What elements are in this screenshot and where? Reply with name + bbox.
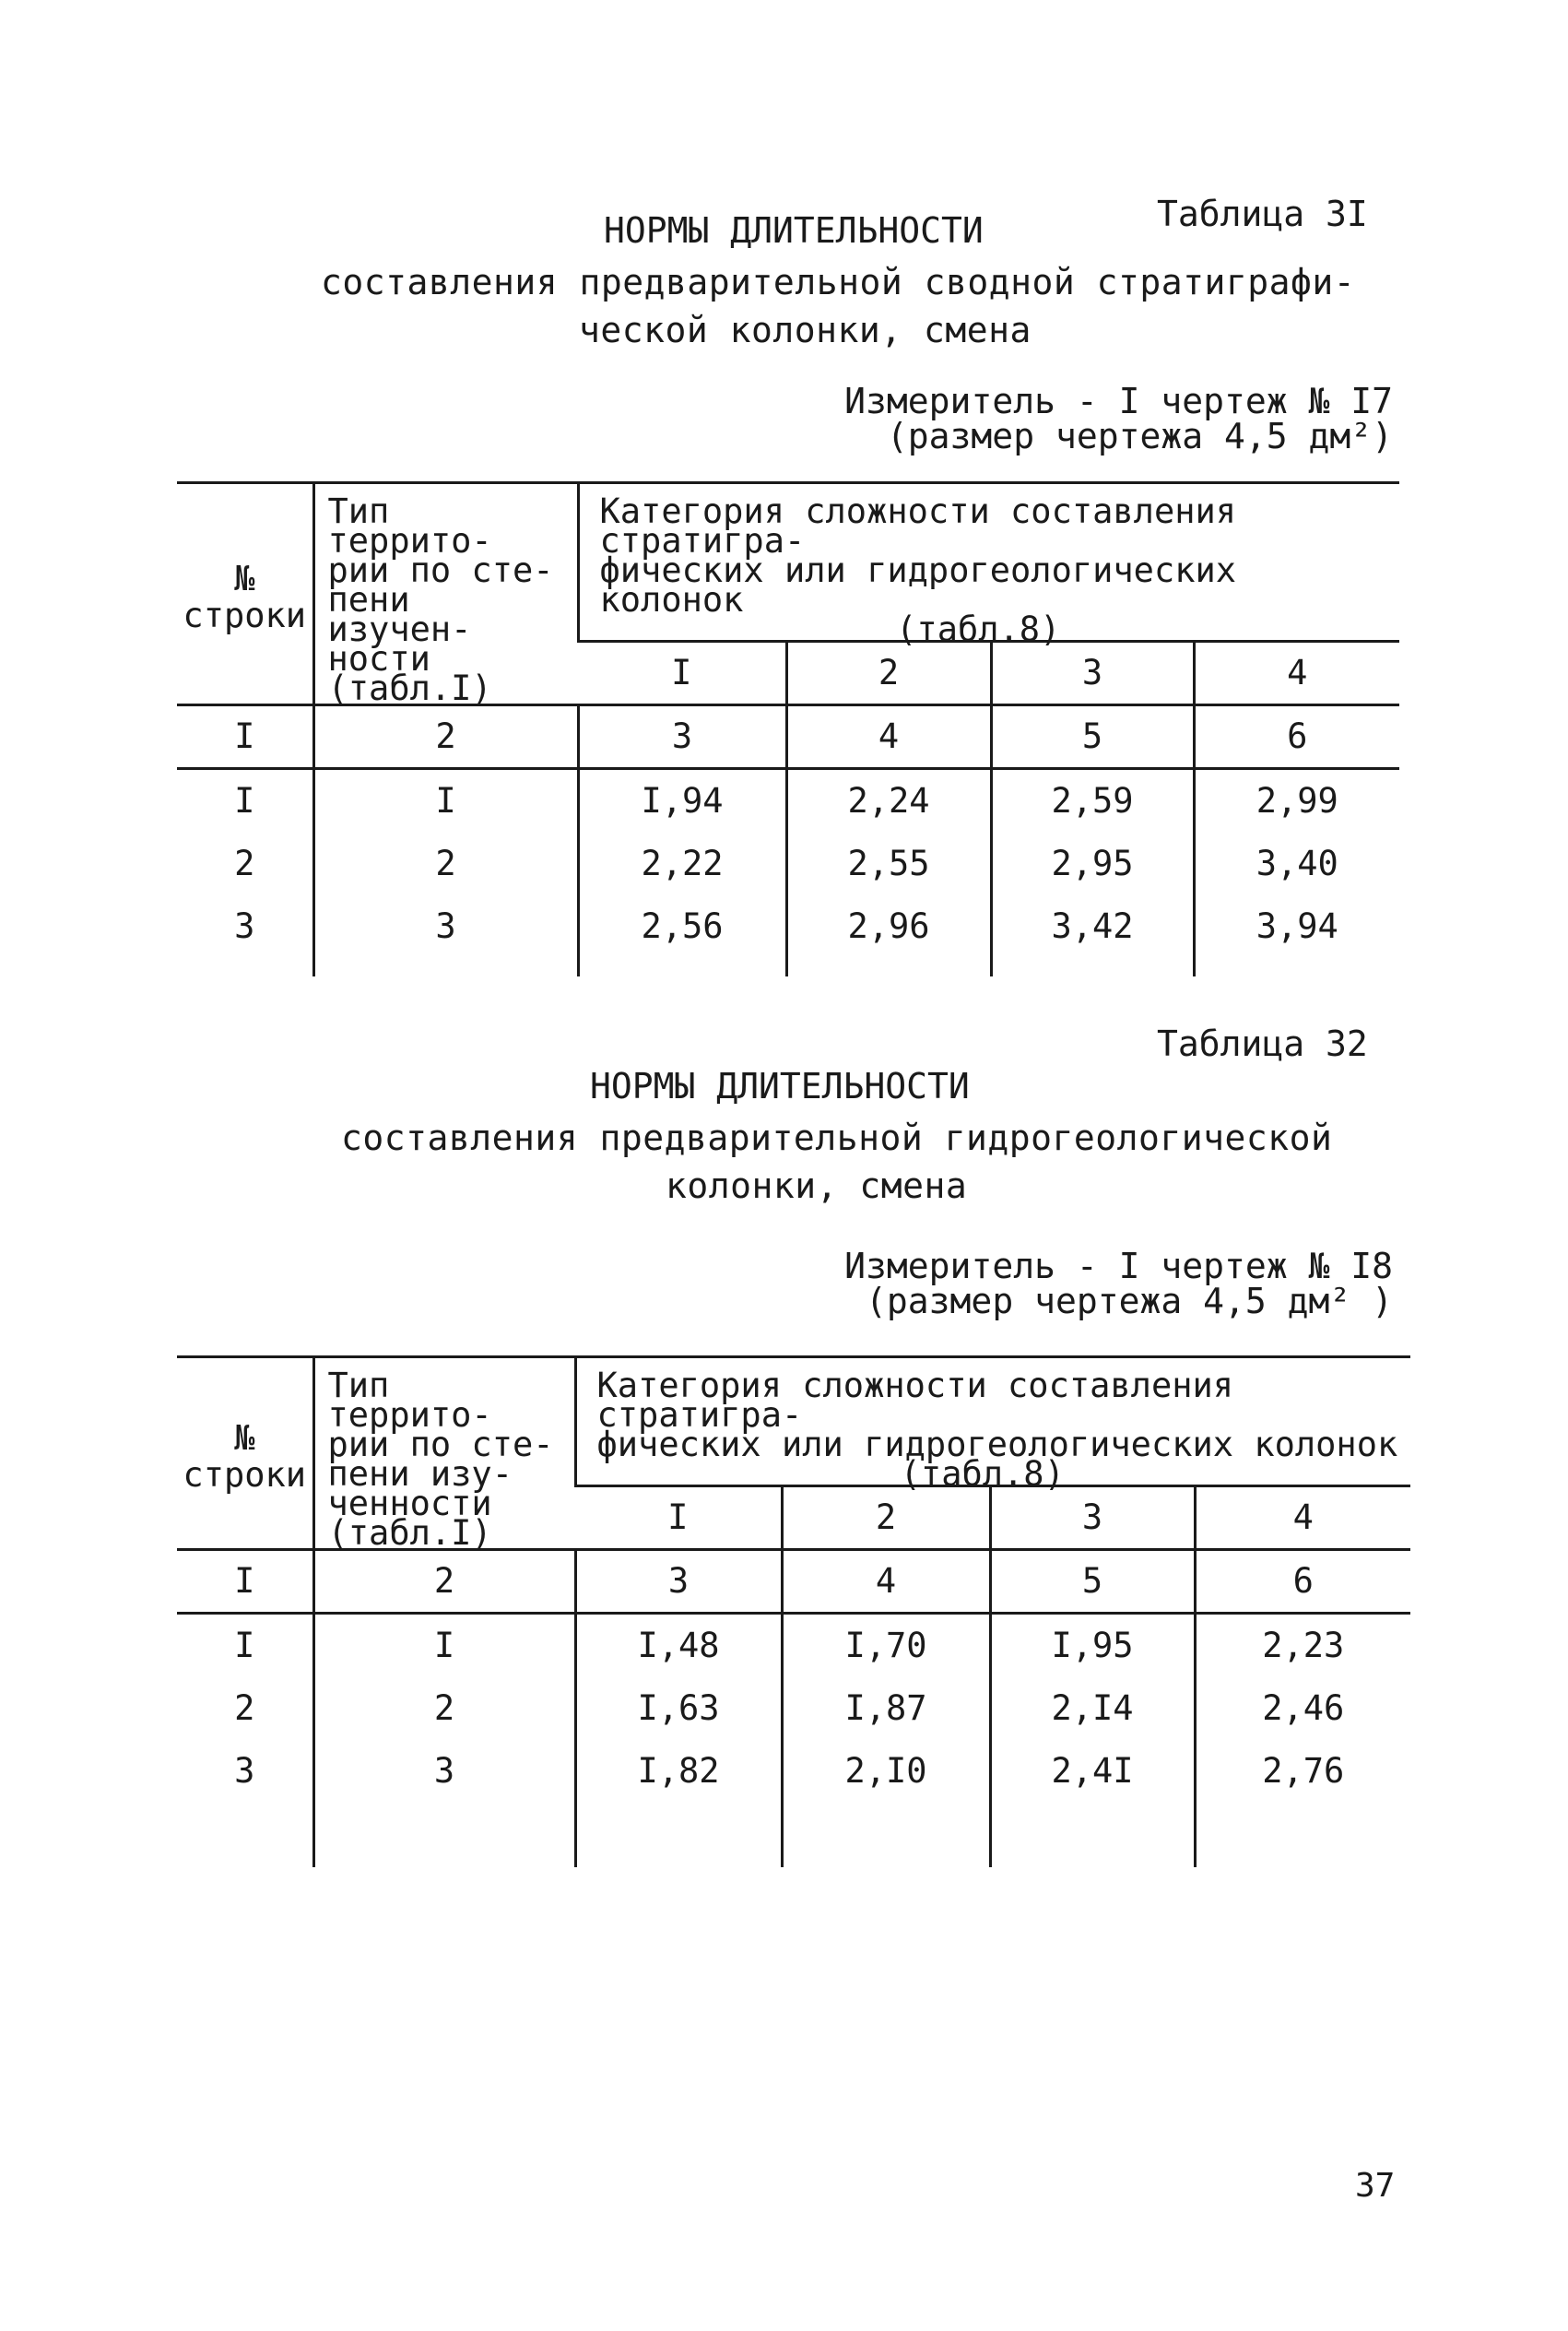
cell: 2,4I [990,1740,1195,1803]
cell: I,63 [575,1677,782,1740]
cell: 2,24 [786,770,991,833]
column-number: 4 [782,1550,990,1614]
cell: I,87 [782,1677,990,1740]
cell: 3,40 [1194,833,1399,895]
category-header: 4 [1194,642,1399,705]
cell: I [313,770,578,833]
table-subtitle-line2: колонки, смена [666,1166,968,1206]
column-number: 6 [1194,705,1399,769]
table-title: НОРМЫ ДЛИТЕЛЬНОСТИ [604,210,984,251]
table-subtitle-line1: составления предварительной гидрогеологической [341,1118,1333,1158]
category-header: I [671,653,692,692]
cell: 2,99 [1194,770,1399,833]
cell: 2,55 [786,833,991,895]
cell: 2 [234,1688,255,1728]
column-number: 5 [990,1550,1195,1614]
category-header: I [667,1497,689,1537]
header-row-no: № строки [177,1357,313,1550]
cell: 2,96 [786,895,991,958]
table-label: Таблица 3I [1157,194,1368,234]
column-number: 3 [575,1550,782,1614]
column-number: 4 [786,705,991,769]
cell: I,48 [575,1615,782,1677]
column-number: 5 [991,705,1194,769]
header-category-line: (табл.8) [896,609,1061,649]
cell: 2,22 [578,833,786,895]
header-type-line: (табл.I) [327,669,492,708]
cell: I,70 [782,1615,990,1677]
column-number: I [177,705,313,769]
cell: 2,I0 [782,1740,990,1803]
cell: 2,95 [991,833,1194,895]
measure-line2: (размер чертежа 4,5 дм²) [886,416,1393,456]
cell: 2 [313,833,578,895]
header-row-no: № строки [177,483,313,705]
table-row [177,1615,1410,1677]
norms-table-32 [177,1355,1410,1867]
column-number: 2 [313,705,578,769]
cell: I,95 [990,1615,1195,1677]
table-subtitle-line1: составления предварительной сводной стратиграфи- [321,262,1356,302]
column-number: I [177,1550,313,1614]
header-type-line: пени изучен- [327,580,472,649]
cell: 2 [234,844,255,883]
header-category-cell [578,483,1399,649]
cell: 3,94 [1194,895,1399,958]
category-header: 4 [1195,1486,1410,1550]
header-type-cell [313,1357,575,1553]
table-row [177,770,1399,833]
header-type-line: Тип террито- [327,1366,492,1435]
column-number: 6 [1195,1550,1410,1614]
page-number: 37 [1355,2167,1396,2205]
cell: 3 [313,895,578,958]
cell: 3 [313,1740,575,1803]
cell: 2,I4 [990,1677,1195,1740]
cell: 2,23 [1195,1615,1410,1677]
cell: I [313,1615,575,1677]
table-subtitle-line2: ческой колонки, смена [579,310,1032,350]
cell: I [234,1626,255,1665]
table-row [177,895,1399,958]
header-type-line: Тип террито- [327,491,492,561]
table-row [177,1677,1410,1740]
cell: 2,59 [991,770,1194,833]
category-header: 2 [782,1486,990,1550]
cell: 2 [313,1677,575,1740]
column-number: 2 [313,1550,575,1614]
header-category-line: фических или гидрогеологических колонок [599,550,1237,620]
header-type-line: ченности [327,1484,492,1523]
table-label: Таблица 32 [1157,1024,1368,1064]
table-row [177,1740,1410,1803]
header-type-cell [313,483,578,708]
header-type-line: рии по сте- [327,550,554,590]
cell: 2,76 [1195,1740,1410,1803]
header-category-cell [575,1357,1410,1494]
cell: I [234,781,255,821]
header-category-line: Категория сложности составления стратигра- [596,1366,1234,1435]
norms-table-31 [177,481,1399,976]
cell: 3 [234,1751,255,1791]
category-header: 2 [786,642,991,705]
table-title: НОРМЫ ДЛИТЕЛЬНОСТИ [590,1066,970,1106]
header-type-line: ности [327,639,430,679]
header-type-line: пени изу- [327,1454,513,1494]
measure-line2: (размер чертежа 4,5 дм² ) [866,1281,1393,1321]
category-header: 3 [991,642,1194,705]
cell: 2,46 [1195,1677,1410,1740]
header-category-line: Категория сложности составления стратигра- [599,491,1237,561]
cell: 3,42 [991,895,1194,958]
column-number: 3 [578,705,786,769]
table-row [177,833,1399,895]
header-type-line: рии по сте- [327,1425,554,1464]
measure-line1: Измеритель - I чертеж № I7 [844,381,1393,421]
header-type-line: (табл.I) [327,1513,492,1553]
category-header: 3 [990,1486,1195,1550]
cell: 2,56 [578,895,786,958]
header-category-line: (табл.8) [900,1454,1065,1494]
cell: 3 [234,906,255,946]
cell: I,94 [578,770,786,833]
measure-line1: Измеритель - I чертеж № I8 [844,1246,1393,1286]
header-category-line: фических или гидрогеологических колонок [596,1425,1398,1464]
cell: I,82 [575,1740,782,1803]
